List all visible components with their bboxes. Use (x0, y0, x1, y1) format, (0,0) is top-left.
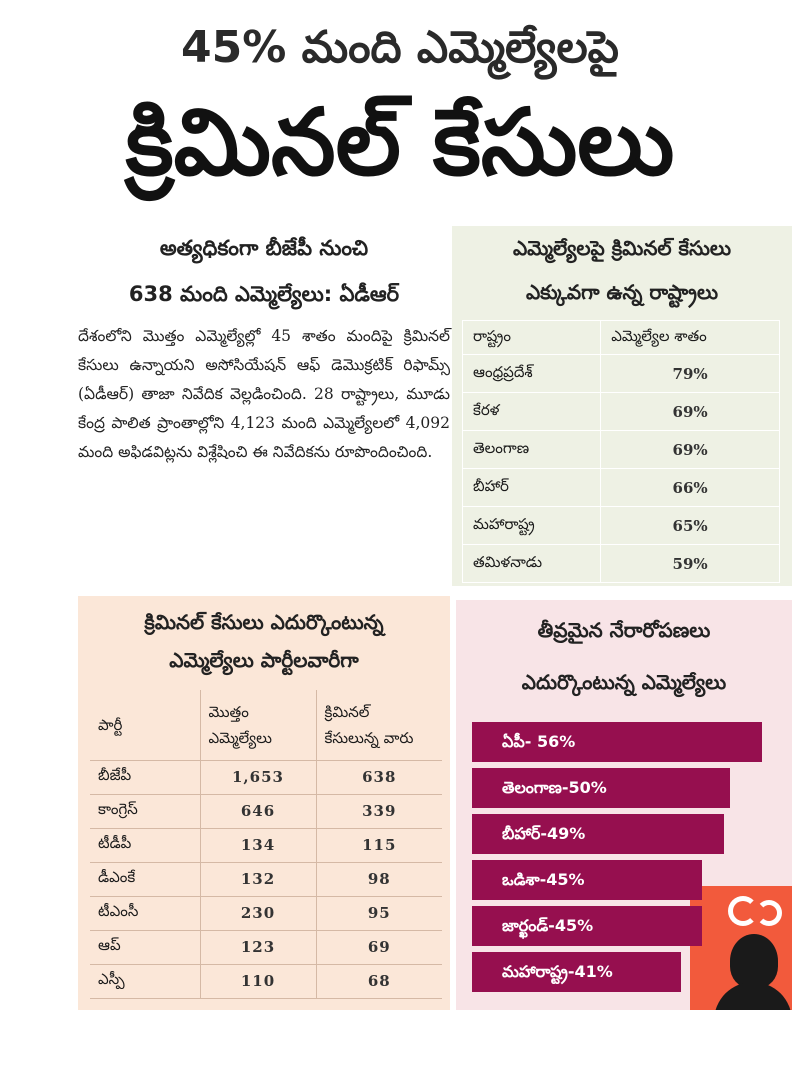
party-total: 1,653 (200, 760, 316, 794)
col-state-header: రాష్ట్రం (463, 321, 601, 355)
table-row (463, 393, 780, 431)
serious-bar: జార్ఖండ్-45% (472, 906, 702, 946)
handcuff-icon-2 (756, 900, 782, 926)
table-row (90, 794, 442, 828)
serious-panel-title-2: ఎదుర్కొంటున్న ఎమ్మెల్యేలు (521, 670, 727, 694)
state-percent: 59% (601, 545, 780, 583)
serious-bar: మహారాష్ట్ర-41% (472, 952, 681, 992)
headline-line-1: 45% మంది ఎమ్మెల్యేలపై (181, 22, 619, 73)
party-total: 230 (200, 896, 316, 930)
col-party-header (90, 690, 200, 760)
table-row (90, 828, 442, 862)
party-panel-title-1: క్రిమినల్ కేసులు ఎదుర్కొంటున్న (144, 610, 384, 634)
serious-panel-title-1: తీవ్రమైన నేరారోపణలు (537, 618, 711, 642)
article-body: దేశంలోని మొత్తం ఎమ్మెల్యేల్లో 45 శాతం మందిపై క్రిమినల్ కేసులు ఉన్నాయని అసోసియేషన్ ఆఫ్ డెమొక్రటిక్ రిఫామ్స్ (ఏడీఆర్) తాజా నివేదిక వెల్లడించింది. 28 రాష్ట్రాలు, మూడు కేంద్ర పాలిత ప్రాంతాల్లోని 4,123 మంది ఎమ్మెల్యేలలో 4,092 మంది అఫిడవిట్లను విశ్లేషించి ఈ నివేదికను రూపొందించింది. (78, 327, 450, 461)
serious-bar: ఏపీ- 56% (472, 722, 762, 762)
state-percent: 79% (601, 355, 780, 393)
party-criminal: 95 (316, 896, 442, 930)
state-name: ఆంధ్రప్రదేశ్ (463, 355, 601, 393)
states-table-header (463, 321, 780, 355)
table-row (463, 469, 780, 507)
table-row (463, 545, 780, 583)
arrest-illustration (690, 886, 792, 1010)
party-criminal: 69 (316, 930, 442, 964)
table-row (463, 355, 780, 393)
state-percent: 69% (601, 431, 780, 469)
party-panel-title-2: ఎమ్మెల్యేలు పార్టీలవారీగా (169, 648, 359, 672)
col-total-header (200, 690, 316, 760)
headline-line-2: క్రిమినల్ కేసులు (125, 89, 675, 196)
person-body-icon (714, 982, 792, 1010)
party-total: 132 (200, 862, 316, 896)
party-name: టీడీపీ (90, 828, 200, 862)
article-subhead-2: 638 మంది ఎమ్మెల్యేలు: ఏడీఆర్ (128, 282, 400, 306)
states-table (462, 320, 780, 583)
table-row (90, 896, 442, 930)
states-panel-title-1: ఎమ్మెల్యేలపై క్రిమినల్ కేసులు (512, 236, 732, 260)
article-subhead-1: అత్యధికంగా బీజేపీ నుంచి (159, 236, 369, 260)
party-name: డీఎంకే (90, 862, 200, 896)
state-percent: 69% (601, 393, 780, 431)
table-row (90, 862, 442, 896)
party-criminal: 638 (316, 760, 442, 794)
table-row (463, 431, 780, 469)
state-name: బీహార్ (463, 469, 601, 507)
state-percent: 66% (601, 469, 780, 507)
col-percent-header: ఎమ్మెల్యేల శాతం (601, 321, 780, 355)
party-total: 123 (200, 930, 316, 964)
col-party-label: పార్టీ (98, 715, 123, 734)
handcuff-icon (728, 896, 758, 926)
state-name: మహారాష్ట్ర (463, 507, 601, 545)
party-total: 134 (200, 828, 316, 862)
states-panel-title-2: ఎక్కువగా ఉన్న రాష్ట్రాలు (525, 280, 719, 304)
table-row (463, 507, 780, 545)
party-name: కాంగ్రెస్ (90, 794, 200, 828)
party-criminal: 98 (316, 862, 442, 896)
state-name: తమిళనాడు (463, 545, 601, 583)
col-criminal-label-1: క్రిమినల్ (324, 702, 370, 721)
party-criminal: 68 (316, 964, 442, 998)
serious-bar: బీహార్-49% (472, 814, 724, 854)
col-total-label-2: ఎమ్మెల్యేలు (208, 728, 272, 747)
party-name: బీజేపీ (90, 760, 200, 794)
col-criminal-header (316, 690, 442, 760)
party-criminal: 339 (316, 794, 442, 828)
table-row (90, 760, 442, 794)
party-table-header (90, 690, 442, 760)
party-total: 110 (200, 964, 316, 998)
party-criminal: 115 (316, 828, 442, 862)
party-name: ఆప్ (90, 930, 200, 964)
serious-bar: ఒడిశా-45% (472, 860, 702, 900)
party-name: టీఎంసీ (90, 896, 200, 930)
col-total-label-1: మొత్తం (208, 702, 249, 721)
party-table (90, 690, 442, 999)
serious-bar: తెలంగాణ-50% (472, 768, 730, 808)
state-name: తెలంగాణ (463, 431, 601, 469)
party-total: 646 (200, 794, 316, 828)
state-name: కేరళ (463, 393, 601, 431)
person-head-icon (730, 934, 778, 988)
table-row (90, 930, 442, 964)
party-name: ఎస్పీ (90, 964, 200, 998)
state-percent: 65% (601, 507, 780, 545)
col-criminal-label-2: కేసులున్న వారు (324, 728, 414, 747)
table-row (90, 964, 442, 998)
